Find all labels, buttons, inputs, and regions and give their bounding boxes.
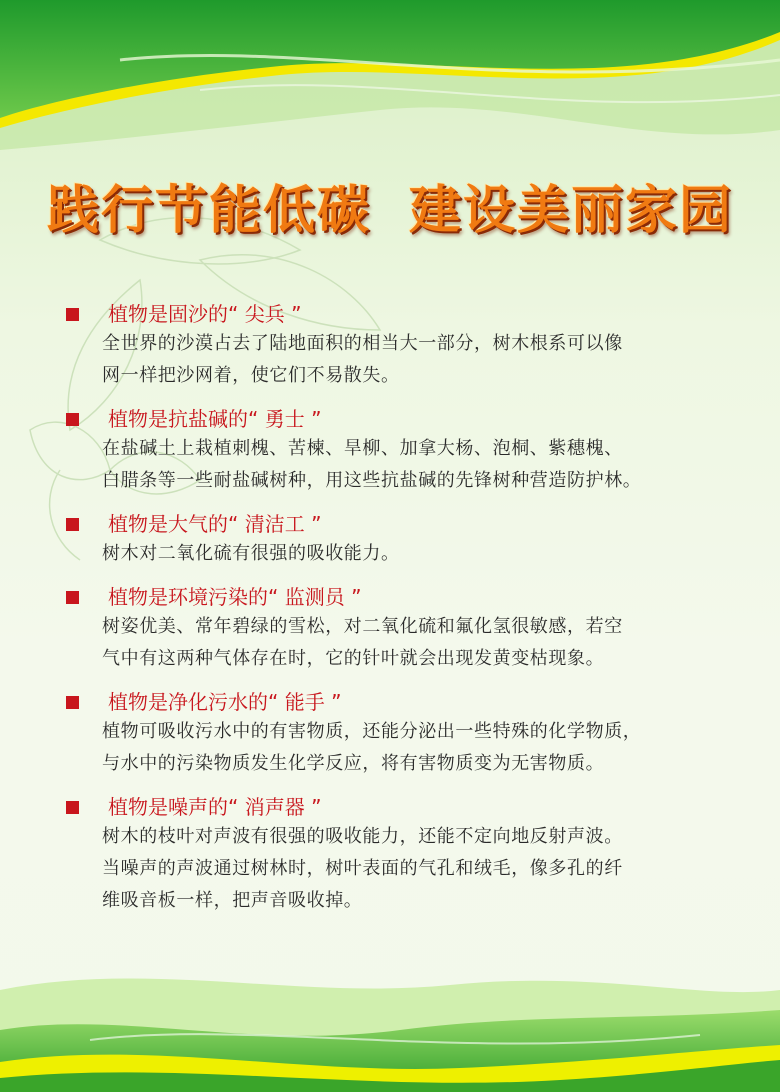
section-pollution-monitor: [62, 583, 742, 675]
body-line: 网一样把沙网着，使它们不易散失。: [102, 365, 400, 386]
square-bullet-icon: [66, 413, 79, 426]
section-heading: 植物是大气的“ 清洁工 ”: [108, 512, 322, 536]
section-air-cleaner: [62, 510, 742, 570]
body-line: 植物可吸收污水中的有害物质，还能分泌出一些特殊的化学物质，: [102, 721, 642, 742]
section-heading: 植物是固沙的“ 尖兵 ”: [108, 302, 302, 326]
title-part-2: 建设美丽家园: [409, 181, 734, 241]
body-line: 树姿优美、常年碧绿的雪松，对二氧化硫和氟化氢很敏感，若空: [102, 616, 623, 637]
body-line: 维吸音板一样，把声音吸收掉。: [102, 890, 363, 911]
body-line: 当噪声的声波通过树林时，树叶表面的气孔和绒毛，像多孔的纤: [102, 858, 623, 879]
body-line: 全世界的沙漠占去了陆地面积的相当大一部分，树木根系可以像: [102, 333, 623, 354]
section-sand-fixation: [62, 300, 742, 392]
section-saline-alkali: [62, 405, 742, 497]
body-line: 气中有这两种气体存在时，它的针叶就会出现发黄变枯现象。: [102, 648, 605, 669]
square-bullet-icon: [66, 518, 79, 531]
content-sections: [62, 300, 742, 930]
body-line: 与水中的污染物质发生化学反应，将有害物质变为无害物质。: [102, 753, 605, 774]
square-bullet-icon: [66, 696, 79, 709]
poster-title: [0, 168, 780, 243]
section-heading: 植物是噪声的“ 消声器 ”: [108, 795, 322, 819]
section-heading: 植物是净化污水的“ 能手 ”: [108, 690, 342, 714]
square-bullet-icon: [66, 591, 79, 604]
square-bullet-icon: [66, 801, 79, 814]
section-noise-silencer: [62, 793, 742, 917]
body-line: 树木的枝叶对声波有很强的吸收能力，还能不定向地反射声波。: [102, 826, 623, 847]
section-heading: 植物是环境污染的“ 监测员 ”: [108, 585, 362, 609]
title-part-1: 践行节能低碳: [46, 181, 371, 241]
section-heading: 植物是抗盐碱的“ 勇士 ”: [108, 407, 322, 431]
body-line: 在盐碱土上栽植刺槐、苦楝、旱柳、加拿大杨、泡桐、紫穗槐、: [102, 438, 623, 459]
section-water-purifier: [62, 688, 742, 780]
body-line: 白腊条等一些耐盐碱树种，用这些抗盐碱的先锋树种营造防护林。: [102, 470, 642, 491]
square-bullet-icon: [66, 308, 79, 321]
body-line: 树木对二氧化硫有很强的吸收能力。: [102, 543, 400, 564]
